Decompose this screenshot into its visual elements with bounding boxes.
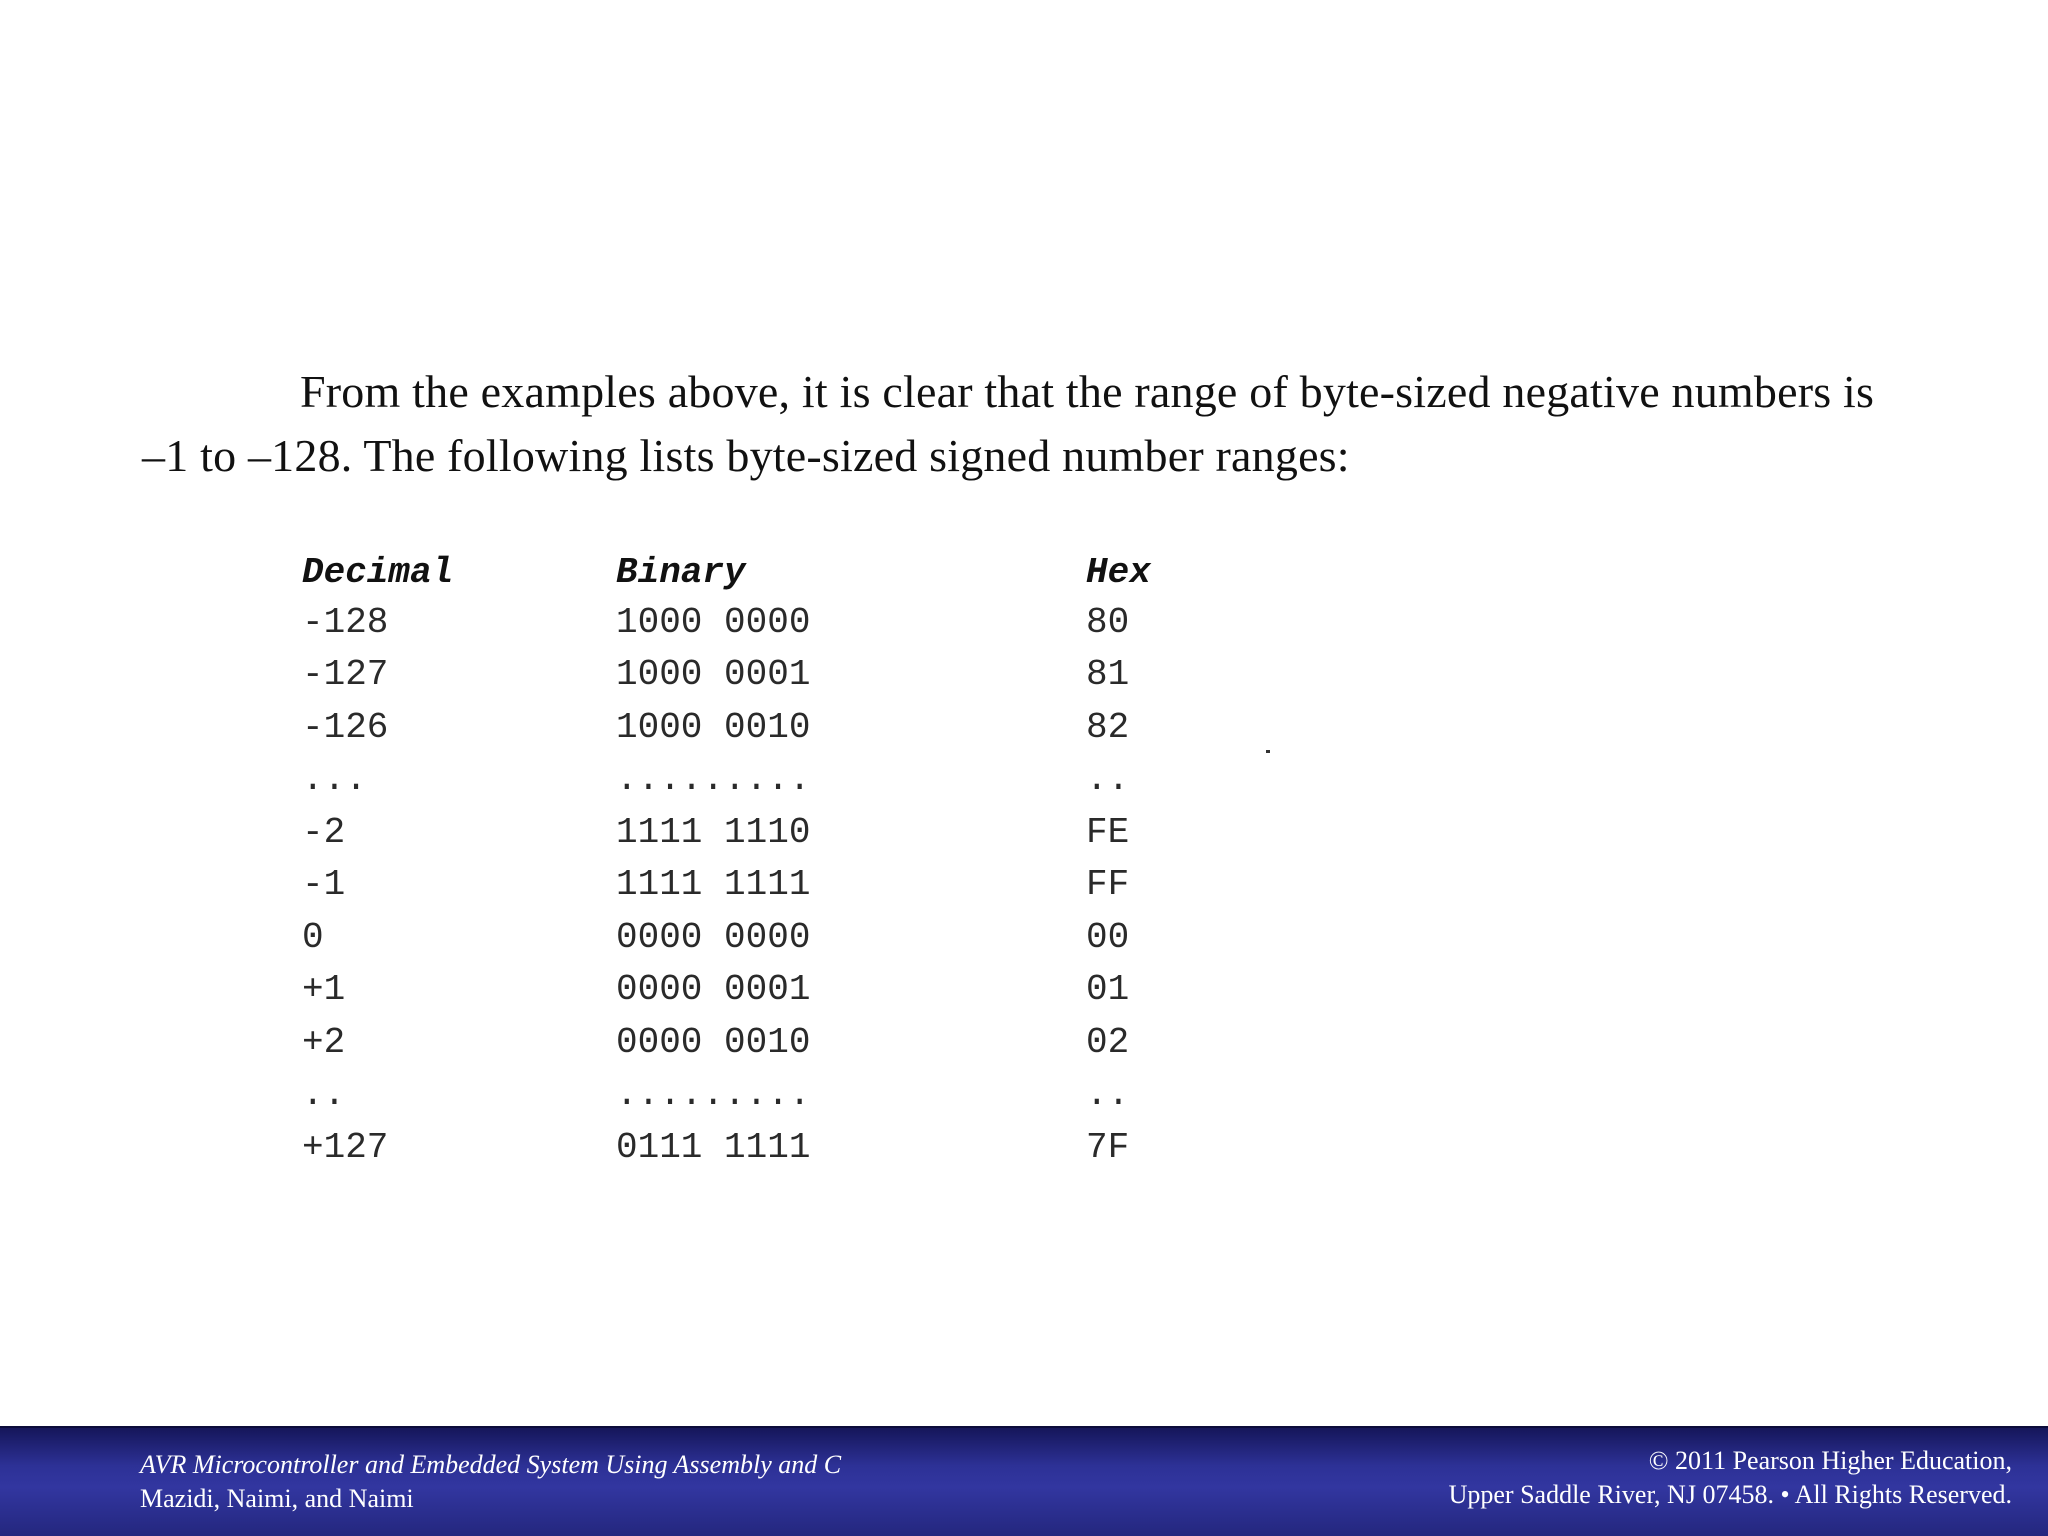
hex-cell: ..	[1086, 1074, 1130, 1116]
binary-cell: 1111 1111	[616, 864, 811, 906]
binary-cell: 1000 0010	[616, 706, 811, 748]
table-row	[302, 596, 1286, 649]
footer-copyright	[1449, 1444, 2012, 1512]
intro-paragraph: From the examples above, it is clear that the range of byte-sized negative numbers is –1 to –128. The following lists byte-sized signed number ranges:	[142, 366, 1875, 481]
binary-cell: .........	[616, 759, 811, 801]
copyright-line-1: © 2011 Pearson Higher Education,	[1648, 1446, 2012, 1475]
decimal-cell: ...	[302, 759, 367, 801]
decimal-cell: +1	[302, 969, 346, 1011]
table-row	[302, 701, 1286, 754]
hex-cell: ..	[1086, 759, 1130, 801]
decimal-cell: -2	[302, 811, 346, 853]
binary-cell: 0111 1111	[616, 1126, 811, 1168]
table-body	[302, 596, 1286, 1174]
binary-cell: 1111 1110	[616, 811, 811, 853]
binary-cell: 0000 0001	[616, 969, 811, 1011]
table-row	[302, 1016, 1286, 1069]
hex-cell: FE	[1086, 811, 1130, 853]
decimal-cell: +2	[302, 1021, 346, 1063]
table-row	[302, 1121, 1286, 1174]
binary-cell: 1000 0001	[616, 654, 811, 696]
decimal-cell: -126	[302, 706, 389, 748]
hex-cell: 82	[1086, 706, 1130, 748]
table-row	[302, 806, 1286, 859]
copyright-line-2: Upper Saddle River, NJ 07458. • All Rights Reserved.	[1448, 1480, 2012, 1509]
hex-cell: 81	[1086, 654, 1130, 696]
footer-book-info	[140, 1448, 841, 1516]
binary-cell: .........	[616, 1074, 811, 1116]
table-header-row	[302, 548, 1286, 596]
decimal-cell: -127	[302, 654, 389, 696]
decimal-cell: ..	[302, 1074, 346, 1116]
table-row	[302, 1069, 1286, 1122]
table-row	[302, 964, 1286, 1017]
footer-bar	[0, 1426, 2048, 1536]
table-row	[302, 911, 1286, 964]
book-title: AVR Microcontroller and Embedded System Using Assembly and C	[140, 1450, 842, 1479]
binary-cell: 1000 0000	[616, 601, 811, 643]
table-row	[302, 754, 1286, 807]
binary-column-header: Binary	[616, 551, 746, 593]
decimal-cell: 0	[302, 916, 324, 958]
hex-cell: 01	[1086, 969, 1130, 1011]
binary-cell: 0000 0010	[616, 1021, 811, 1063]
hex-cell: FF	[1086, 864, 1130, 906]
hex-cell: 7F	[1086, 1126, 1130, 1168]
hex-cell: 80	[1086, 601, 1130, 643]
hex-cell: 02	[1086, 1021, 1130, 1063]
decimal-column-header: Decimal	[302, 551, 454, 593]
decimal-cell: -1	[302, 864, 346, 906]
decimal-cell: +127	[302, 1126, 389, 1168]
hex-column-header: Hex	[1086, 551, 1151, 593]
book-authors: Mazidi, Naimi, and Naimi	[140, 1484, 414, 1513]
hex-cell: 00	[1086, 916, 1130, 958]
binary-cell: 0000 0000	[616, 916, 811, 958]
table-row	[302, 859, 1286, 912]
stray-dot-mark	[1266, 750, 1270, 753]
signed-number-range-table	[302, 548, 1286, 1174]
decimal-cell: -128	[302, 601, 389, 643]
table-row	[302, 649, 1286, 702]
